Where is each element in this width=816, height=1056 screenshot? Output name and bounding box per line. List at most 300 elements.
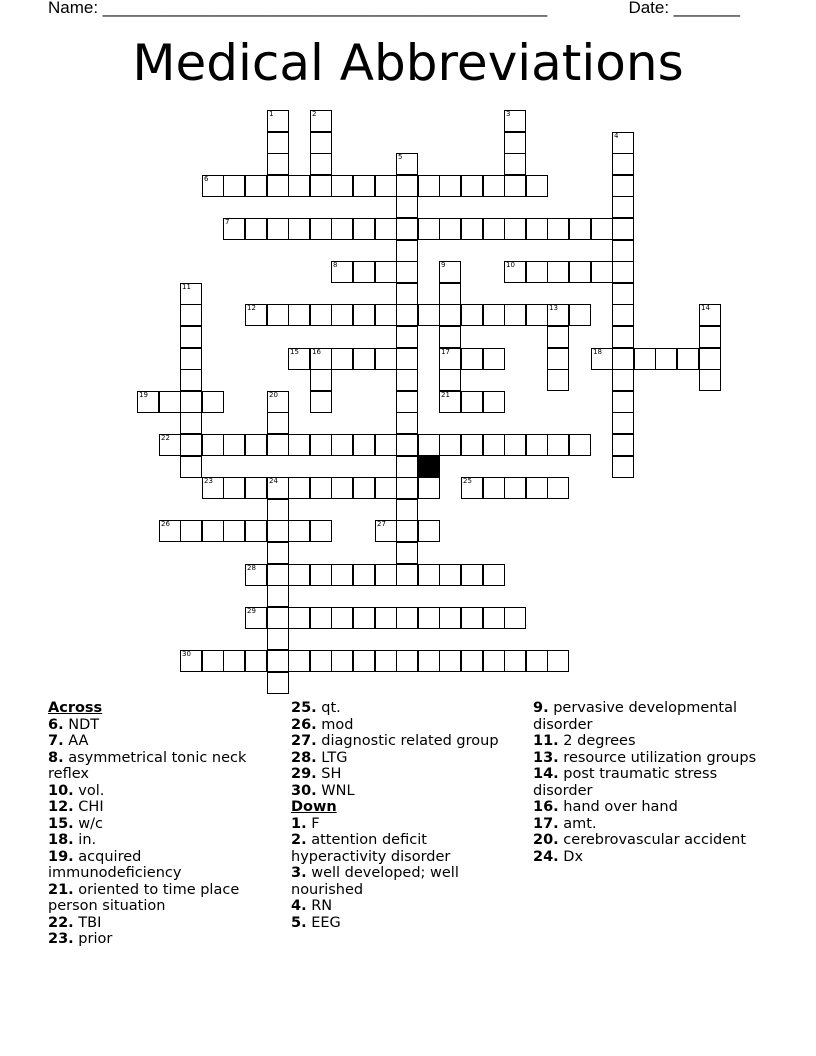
clue-item — [533, 766, 773, 799]
grid-cell[interactable] — [418, 218, 440, 240]
grid-cell[interactable] — [202, 434, 224, 456]
grid-cell[interactable] — [288, 650, 310, 672]
grid-cell[interactable] — [375, 175, 397, 197]
grid-cell[interactable] — [353, 650, 375, 672]
grid-cell[interactable] — [612, 391, 634, 413]
grid-cell[interactable] — [418, 520, 440, 542]
grid-cell[interactable] — [223, 520, 245, 542]
clue-item — [533, 700, 773, 733]
grid-cell[interactable] — [353, 261, 375, 283]
clue-number: 24 — [269, 477, 278, 485]
grid-cell[interactable] — [310, 607, 332, 629]
grid-cell[interactable] — [396, 175, 418, 197]
grid-cell[interactable] — [504, 132, 526, 154]
clue-number: 10 — [506, 261, 515, 269]
grid-cell[interactable] — [612, 348, 634, 370]
grid-cell[interactable] — [331, 477, 353, 499]
grid-cell[interactable] — [526, 650, 548, 672]
grid-cell[interactable] — [375, 261, 397, 283]
grid-cell[interactable] — [353, 304, 375, 326]
grid-cell[interactable] — [461, 175, 483, 197]
grid-cell[interactable] — [267, 672, 289, 694]
grid-cell[interactable] — [396, 304, 418, 326]
grid-cell[interactable] — [202, 175, 224, 197]
clue-item — [533, 750, 773, 767]
grid-cell[interactable] — [504, 304, 526, 326]
grid-cell[interactable] — [267, 585, 289, 607]
clue-text: RN — [306, 898, 333, 914]
grid-cell[interactable] — [288, 304, 310, 326]
grid-cell[interactable] — [353, 607, 375, 629]
clue-number: 4 — [614, 132, 619, 140]
grid-cell[interactable] — [396, 218, 418, 240]
grid-cell[interactable] — [483, 564, 505, 586]
clue-number-label: 16. — [533, 799, 559, 815]
grid-cell[interactable] — [202, 477, 224, 499]
grid-cell[interactable] — [288, 477, 310, 499]
grid-cell[interactable] — [699, 369, 721, 391]
grid-cell[interactable] — [504, 110, 526, 132]
grid-cell[interactable] — [439, 348, 461, 370]
grid-cell[interactable] — [375, 218, 397, 240]
clue-number-label: 10. — [48, 782, 74, 799]
grid-cell[interactable] — [418, 175, 440, 197]
grid-cell[interactable] — [483, 434, 505, 456]
grid-cell[interactable] — [180, 391, 202, 413]
grid-cell[interactable] — [202, 520, 224, 542]
clue-number-label: 9. — [533, 700, 549, 716]
grid-cell[interactable] — [612, 304, 634, 326]
grid-cell[interactable] — [439, 283, 461, 305]
grid-cell[interactable] — [267, 520, 289, 542]
clue-number: 12 — [247, 304, 256, 312]
grid-cell[interactable] — [353, 218, 375, 240]
name-line: Name: _______________________________________________ — [48, 0, 548, 17]
grid-cell[interactable] — [267, 499, 289, 521]
grid-cell[interactable] — [159, 434, 181, 456]
grid-cell[interactable] — [310, 434, 332, 456]
grid-cell[interactable] — [245, 607, 267, 629]
grid-cell[interactable] — [396, 196, 418, 218]
grid-cell[interactable] — [504, 175, 526, 197]
grid-cell[interactable] — [375, 520, 397, 542]
clue-text: NDT — [63, 716, 100, 733]
grid-cell[interactable] — [396, 412, 418, 434]
grid-cell[interactable] — [267, 391, 289, 413]
grid-cell[interactable] — [331, 607, 353, 629]
grid-cell[interactable] — [569, 261, 591, 283]
clue-number: 30 — [182, 650, 191, 658]
clue-number-label: 28. — [291, 749, 317, 766]
grid-cell[interactable] — [612, 412, 634, 434]
clue-number: 7 — [225, 218, 230, 226]
clue-number: 29 — [247, 607, 256, 615]
grid-cell[interactable] — [504, 434, 526, 456]
grid-cell[interactable] — [267, 132, 289, 154]
grid-cell[interactable] — [375, 304, 397, 326]
clue-text: amt. — [558, 815, 597, 832]
grid-cell[interactable] — [418, 477, 440, 499]
grid-cell[interactable] — [547, 369, 569, 391]
grid-cell[interactable] — [483, 348, 505, 370]
grid-cell[interactable] — [612, 369, 634, 391]
grid-cell[interactable] — [569, 304, 591, 326]
grid-cell[interactable] — [547, 348, 569, 370]
grid-cell[interactable] — [375, 607, 397, 629]
grid-cell[interactable] — [612, 218, 634, 240]
grid-cell[interactable] — [375, 434, 397, 456]
clue-column-2 — [291, 700, 519, 931]
grid-cell[interactable] — [180, 520, 202, 542]
grid-cell[interactable] — [396, 283, 418, 305]
grid-black-cell — [418, 456, 440, 478]
grid-cell[interactable] — [288, 520, 310, 542]
grid-cell[interactable] — [245, 175, 267, 197]
grid-cell[interactable] — [331, 175, 353, 197]
clue-number: 28 — [247, 564, 256, 572]
grid-cell[interactable] — [375, 348, 397, 370]
grid-cell[interactable] — [396, 499, 418, 521]
grid-cell[interactable] — [310, 348, 332, 370]
grid-cell[interactable] — [159, 520, 181, 542]
clue-item — [291, 766, 519, 783]
grid-cell[interactable] — [547, 304, 569, 326]
grid-cell[interactable] — [245, 304, 267, 326]
grid-cell[interactable] — [439, 326, 461, 348]
grid-cell[interactable] — [547, 218, 569, 240]
clue-number: 25 — [463, 477, 472, 485]
clue-text: Dx — [558, 848, 584, 865]
clue-item — [533, 832, 773, 849]
grid-cell[interactable] — [288, 175, 310, 197]
grid-cell[interactable] — [612, 283, 634, 305]
clue-number: 15 — [290, 348, 299, 356]
clue-item — [291, 865, 519, 898]
grid-cell[interactable] — [396, 240, 418, 262]
grid-cell[interactable] — [591, 261, 613, 283]
clue-item — [48, 832, 276, 849]
grid-cell[interactable] — [288, 607, 310, 629]
grid-cell[interactable] — [439, 369, 461, 391]
grid-cell[interactable] — [504, 650, 526, 672]
grid-cell[interactable] — [526, 218, 548, 240]
grid-cell[interactable] — [267, 477, 289, 499]
grid-cell[interactable] — [310, 304, 332, 326]
grid-cell[interactable] — [439, 218, 461, 240]
grid-cell[interactable] — [504, 477, 526, 499]
grid-cell[interactable] — [267, 434, 289, 456]
grid-cell[interactable] — [267, 542, 289, 564]
grid-cell[interactable] — [483, 477, 505, 499]
grid-cell[interactable] — [677, 348, 699, 370]
grid-cell[interactable] — [310, 153, 332, 175]
section-heading: Across — [48, 700, 103, 716]
grid-cell[interactable] — [547, 650, 569, 672]
clue-item — [48, 849, 276, 882]
grid-cell[interactable] — [439, 650, 461, 672]
grid-cell[interactable] — [612, 132, 634, 154]
grid-cell[interactable] — [310, 175, 332, 197]
grid-cell[interactable] — [396, 261, 418, 283]
grid-cell[interactable] — [418, 650, 440, 672]
clue-number: 19 — [139, 391, 148, 399]
grid-cell[interactable] — [461, 348, 483, 370]
grid-cell[interactable] — [245, 477, 267, 499]
grid-cell[interactable] — [245, 520, 267, 542]
grid-cell[interactable] — [504, 607, 526, 629]
grid-cell[interactable] — [483, 391, 505, 413]
grid-cell[interactable] — [418, 304, 440, 326]
grid-cell[interactable] — [699, 304, 721, 326]
grid-cell[interactable] — [353, 434, 375, 456]
grid-cell[interactable] — [180, 283, 202, 305]
grid-cell[interactable] — [483, 218, 505, 240]
grid-cell[interactable] — [591, 348, 613, 370]
grid-cell[interactable] — [310, 564, 332, 586]
grid-cell[interactable] — [547, 477, 569, 499]
grid-cell[interactable] — [504, 218, 526, 240]
grid-cell[interactable] — [331, 304, 353, 326]
grid-cell[interactable] — [310, 132, 332, 154]
clue-column-1 — [48, 700, 276, 948]
grid-cell[interactable] — [699, 348, 721, 370]
clue-text: pervasive developmental disorder — [533, 700, 738, 733]
grid-cell[interactable] — [396, 153, 418, 175]
grid-cell[interactable] — [310, 391, 332, 413]
grid-cell[interactable] — [461, 650, 483, 672]
clue-number-label: 12. — [48, 799, 74, 815]
grid-cell[interactable] — [547, 261, 569, 283]
clue-text: LTG — [316, 749, 348, 766]
grid-cell[interactable] — [439, 261, 461, 283]
grid-cell[interactable] — [331, 348, 353, 370]
grid-cell[interactable] — [418, 434, 440, 456]
grid-cell[interactable] — [655, 348, 677, 370]
grid-cell[interactable] — [245, 650, 267, 672]
clue-item — [291, 816, 519, 833]
grid-cell[interactable] — [526, 304, 548, 326]
grid-cell[interactable] — [396, 607, 418, 629]
grid-cell[interactable] — [159, 391, 181, 413]
grid-cell[interactable] — [569, 434, 591, 456]
grid-cell[interactable] — [526, 477, 548, 499]
grid-cell[interactable] — [288, 434, 310, 456]
grid-cell[interactable] — [245, 218, 267, 240]
clue-number: 20 — [269, 391, 278, 399]
clue-item — [48, 915, 276, 932]
grid-cell[interactable] — [245, 564, 267, 586]
grid-cell[interactable] — [267, 650, 289, 672]
grid-cell[interactable] — [331, 564, 353, 586]
grid-cell[interactable] — [310, 218, 332, 240]
clue-number-label: 24. — [533, 848, 559, 865]
grid-cell[interactable] — [483, 175, 505, 197]
grid-cell[interactable] — [331, 261, 353, 283]
grid-cell[interactable] — [331, 434, 353, 456]
grid-cell[interactable] — [245, 434, 267, 456]
grid-cell[interactable] — [526, 434, 548, 456]
grid-cell[interactable] — [310, 369, 332, 391]
grid-cell[interactable] — [353, 175, 375, 197]
clue-item — [291, 898, 519, 915]
grid-cell[interactable] — [353, 564, 375, 586]
grid-cell[interactable] — [375, 564, 397, 586]
grid-cell[interactable] — [223, 477, 245, 499]
grid-cell[interactable] — [202, 650, 224, 672]
grid-cell[interactable] — [591, 218, 613, 240]
grid-cell[interactable] — [461, 607, 483, 629]
grid-cell[interactable] — [504, 261, 526, 283]
grid-cell[interactable] — [461, 391, 483, 413]
clue-number: 8 — [333, 261, 338, 269]
grid-cell[interactable] — [461, 218, 483, 240]
grid-cell[interactable] — [310, 650, 332, 672]
grid-cell[interactable] — [267, 607, 289, 629]
grid-cell[interactable] — [547, 434, 569, 456]
clue-number-label: 27. — [291, 733, 317, 749]
grid-cell[interactable] — [223, 650, 245, 672]
grid-cell[interactable] — [331, 218, 353, 240]
grid-cell[interactable] — [353, 477, 375, 499]
grid-cell[interactable] — [439, 434, 461, 456]
grid-cell[interactable] — [267, 564, 289, 586]
grid-cell[interactable] — [137, 391, 159, 413]
grid-cell[interactable] — [526, 261, 548, 283]
grid-cell[interactable] — [418, 564, 440, 586]
grid-cell[interactable] — [375, 650, 397, 672]
grid-cell[interactable] — [180, 304, 202, 326]
grid-cell[interactable] — [310, 110, 332, 132]
grid-cell[interactable] — [699, 326, 721, 348]
grid-cell[interactable] — [612, 153, 634, 175]
grid-cell[interactable] — [612, 175, 634, 197]
clue-item — [291, 750, 519, 767]
clue-number: 11 — [182, 283, 191, 291]
grid-cell[interactable] — [331, 650, 353, 672]
grid-cell[interactable] — [612, 434, 634, 456]
clue-item — [48, 799, 276, 816]
clue-text: attention deficit hyperactivity disorder — [291, 832, 451, 865]
clue-number-label: 3. — [291, 865, 307, 881]
clue-number-label: 22. — [48, 914, 74, 931]
grid-cell[interactable] — [547, 326, 569, 348]
grid-cell[interactable] — [439, 607, 461, 629]
grid-cell[interactable] — [396, 520, 418, 542]
grid-cell[interactable] — [396, 564, 418, 586]
grid-cell[interactable] — [288, 348, 310, 370]
grid-cell[interactable] — [439, 564, 461, 586]
grid-cell[interactable] — [396, 369, 418, 391]
grid-cell[interactable] — [310, 477, 332, 499]
grid-cell[interactable] — [612, 240, 634, 262]
clue-text: post traumatic stress disorder — [533, 766, 718, 799]
clue-item — [291, 783, 519, 800]
grid-cell[interactable] — [267, 153, 289, 175]
grid-cell[interactable] — [439, 304, 461, 326]
clue-number-label: 20. — [533, 832, 559, 848]
grid-cell[interactable] — [267, 175, 289, 197]
clue-number-label: 29. — [291, 766, 317, 782]
grid-cell[interactable] — [439, 391, 461, 413]
clue-text: CHI — [73, 799, 104, 815]
clue-text: cerebrovascular accident — [558, 832, 746, 848]
clue-text: w/c — [73, 815, 104, 832]
grid-cell[interactable] — [288, 218, 310, 240]
clue-text: AA — [63, 733, 89, 749]
grid-cell[interactable] — [396, 542, 418, 564]
clue-number-label: 19. — [48, 848, 74, 865]
clue-item — [291, 717, 519, 734]
grid-cell[interactable] — [612, 456, 634, 478]
grid-cell[interactable] — [202, 391, 224, 413]
grid-cell[interactable] — [612, 261, 634, 283]
grid-cell[interactable] — [353, 348, 375, 370]
grid-cell[interactable] — [375, 477, 397, 499]
clue-number-label: 17. — [533, 815, 559, 832]
grid-cell[interactable] — [483, 304, 505, 326]
grid-cell[interactable] — [180, 650, 202, 672]
grid-cell[interactable] — [396, 477, 418, 499]
grid-cell[interactable] — [180, 369, 202, 391]
grid-cell[interactable] — [461, 477, 483, 499]
grid-cell[interactable] — [461, 564, 483, 586]
grid-cell[interactable] — [504, 153, 526, 175]
clue-number-label: 13. — [533, 749, 559, 766]
grid-cell[interactable] — [439, 175, 461, 197]
grid-cell[interactable] — [461, 304, 483, 326]
grid-cell[interactable] — [483, 650, 505, 672]
clue-number: 21 — [441, 391, 450, 399]
grid-cell[interactable] — [526, 175, 548, 197]
clue-item — [291, 832, 519, 865]
grid-cell[interactable] — [223, 434, 245, 456]
grid-cell[interactable] — [267, 628, 289, 650]
grid-cell[interactable] — [483, 607, 505, 629]
clue-item — [48, 783, 276, 800]
grid-cell[interactable] — [267, 412, 289, 434]
grid-cell[interactable] — [180, 412, 202, 434]
clue-number-label: 30. — [291, 782, 317, 799]
grid-cell[interactable] — [267, 110, 289, 132]
grid-cell[interactable] — [396, 326, 418, 348]
grid-cell[interactable] — [180, 348, 202, 370]
grid-cell[interactable] — [612, 196, 634, 218]
clue-text: 2 degrees — [558, 733, 636, 749]
grid-cell[interactable] — [310, 520, 332, 542]
grid-cell[interactable] — [396, 348, 418, 370]
grid-cell[interactable] — [396, 391, 418, 413]
date-line: Date: _______ — [628, 0, 740, 17]
clue-text: diagnostic related group — [316, 733, 499, 749]
grid-cell[interactable] — [223, 175, 245, 197]
grid-cell[interactable] — [288, 564, 310, 586]
grid-cell[interactable] — [180, 434, 202, 456]
grid-cell[interactable] — [267, 218, 289, 240]
grid-cell[interactable] — [612, 326, 634, 348]
grid-cell[interactable] — [180, 456, 202, 478]
grid-cell[interactable] — [180, 326, 202, 348]
grid-cell[interactable] — [418, 607, 440, 629]
clue-number: 22 — [161, 434, 170, 442]
grid-cell[interactable] — [396, 434, 418, 456]
grid-cell[interactable] — [461, 434, 483, 456]
grid-cell[interactable] — [569, 218, 591, 240]
grid-cell[interactable] — [396, 650, 418, 672]
grid-cell[interactable] — [634, 348, 656, 370]
grid-cell[interactable] — [223, 218, 245, 240]
grid-cell[interactable] — [396, 456, 418, 478]
grid-cell[interactable] — [267, 304, 289, 326]
